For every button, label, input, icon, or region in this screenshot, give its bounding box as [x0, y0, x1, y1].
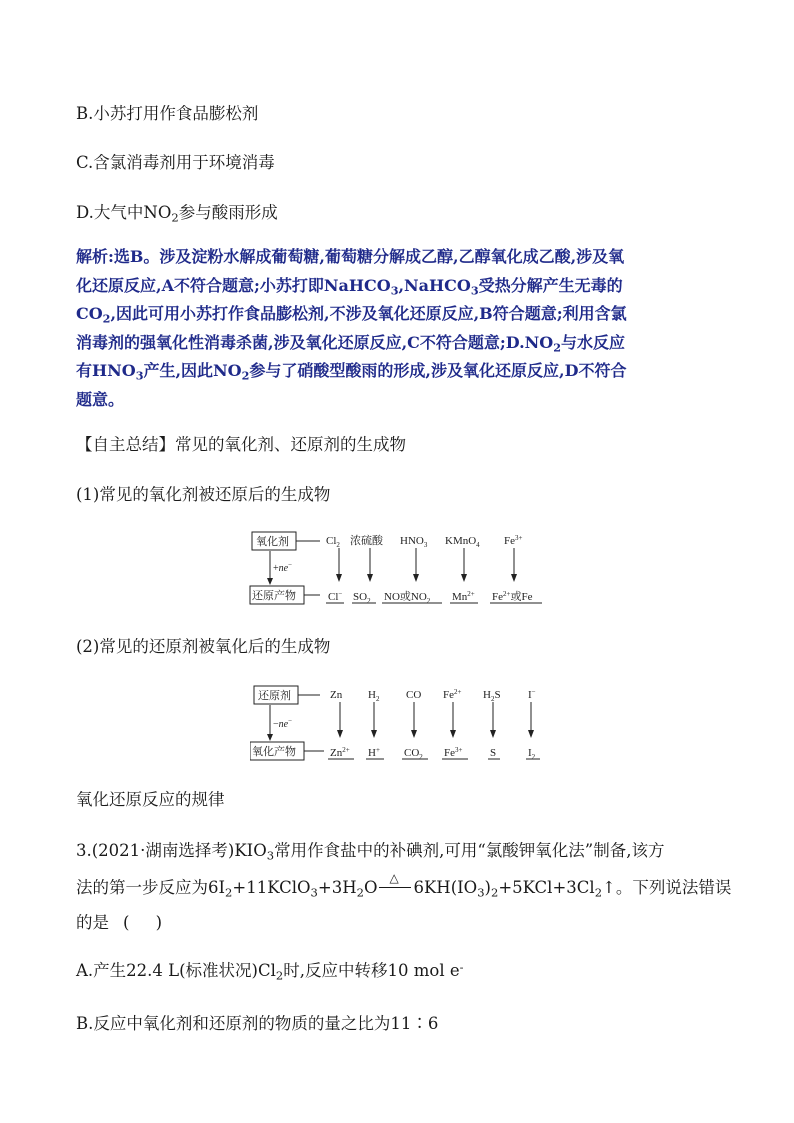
solution-paragraph: 解析:选B。涉及淀粉水解成葡萄糖,葡萄糖分解成乙醇,乙醇氧化成乙酸,涉及氧 化还原反应,A不符合题意;小苏打即NaHCO$_3$,NaHCO$_3$受热分解产生无毒的 $CO_2$,因此可用小苏打作食品膨松剂,不涉及氧化还原反应,B符合题意;利用含氯 消毒剂的强氧化性消毒杀菌,涉及氧化还原反应,C不符合题意$;D.NO_2$与水反应 有$HNO_3$产生,因此$NO_2$参与了硝酸型酸雨的形成,涉及氧化还原反应,D不符合 题意。 — [76, 247, 627, 409]
question-3-line-3: 的是 ( ) — [76, 913, 163, 932]
box-reduction-product: 还原产物 — [252, 590, 296, 602]
product-fe2-or-fe: $Fe^{2+}$或Fe — [492, 590, 533, 603]
electron-loss-label: −ne− — [273, 717, 293, 730]
product-fe3: $Fe^{3+}$ — [444, 746, 463, 759]
reactant-cl2: $Cl_2$ — [326, 535, 340, 549]
product-so2: $SO_2$ — [353, 591, 371, 605]
subheading-reductants: (2)常见的还原剂被氧化后的生成物 — [76, 637, 331, 656]
product-co2: $CO_2$ — [404, 747, 423, 761]
product-i2: $I_2$ — [528, 747, 536, 761]
product-cl: Cl− — [328, 590, 343, 603]
box-reductant: 还原剂 — [258, 690, 291, 702]
q3-option-b: B.反应中氧化剂和还原剂的物质的量之比为11∶6 — [76, 1014, 439, 1033]
product-h: H+ — [368, 746, 380, 759]
oxidant-diagram — [246, 528, 546, 612]
reactant-h2so4: 浓硫酸 — [350, 535, 383, 547]
reactant-co: CO — [406, 689, 422, 701]
option-c: C.含氯消毒剂用于环境消毒 — [76, 153, 275, 172]
option-b: B.小苏打用作食品膨松剂 — [76, 104, 259, 123]
box-oxidation-product: 氧化产物 — [252, 746, 296, 758]
heating-condition: △ — [377, 875, 413, 895]
question-3-line-1: 3.(2021·湖南选择考)$KIO_3$常用作食盐中的补碘剂,可用“氯酸钾氧化法”制备,该方 — [76, 841, 665, 863]
product-no-no2: NO或$NO_2$ — [384, 591, 431, 605]
reactant-kmno4: KMnO$_4$ — [445, 535, 480, 549]
summary-title: 【自主总结】常见的氧化剂、还原剂的生成物 — [76, 435, 406, 454]
q3-option-a: A.产生22.4 L(标准状况)$Cl_2$时,反应中转移10 mol e- — [76, 959, 464, 983]
product-s: S — [490, 747, 497, 759]
product-zn2: $Zn^{2+}$ — [330, 746, 350, 759]
subheading-oxidants: (1)常见的氧化剂被还原后的生成物 — [76, 485, 331, 504]
reactant-h2s: $H_2S$ — [483, 689, 501, 703]
box-oxidant: 氧化剂 — [256, 536, 289, 548]
reductant-diagram — [250, 682, 550, 766]
reactant-zn: Zn — [330, 689, 343, 701]
reactant-h2: $H_2$ — [368, 689, 380, 703]
reactant-i: I− — [528, 688, 536, 701]
product-mn2: $Mn^{2+}$ — [452, 590, 475, 603]
reactant-fe3: $Fe^{3+}$ — [504, 534, 523, 547]
section-heading: 氧化还原反应的规律 — [76, 790, 225, 809]
option-d: D.大气中$NO_2$参与酸雨形成 — [76, 203, 278, 225]
answer-blank[interactable]: ( ) — [123, 913, 163, 932]
reactant-hno3: $HNO_3$ — [400, 535, 428, 549]
electron-gain-label: +ne− — [273, 561, 293, 574]
reactant-fe2: $Fe^{2+}$ — [443, 688, 462, 701]
question-3-line-2: 法的第一步反应为$6I_2+11KClO_3+3H_2O$ △ $6KH(IO_3)_2+5KCl+3Cl_2↑$。下列说法错误 — [76, 871, 732, 900]
